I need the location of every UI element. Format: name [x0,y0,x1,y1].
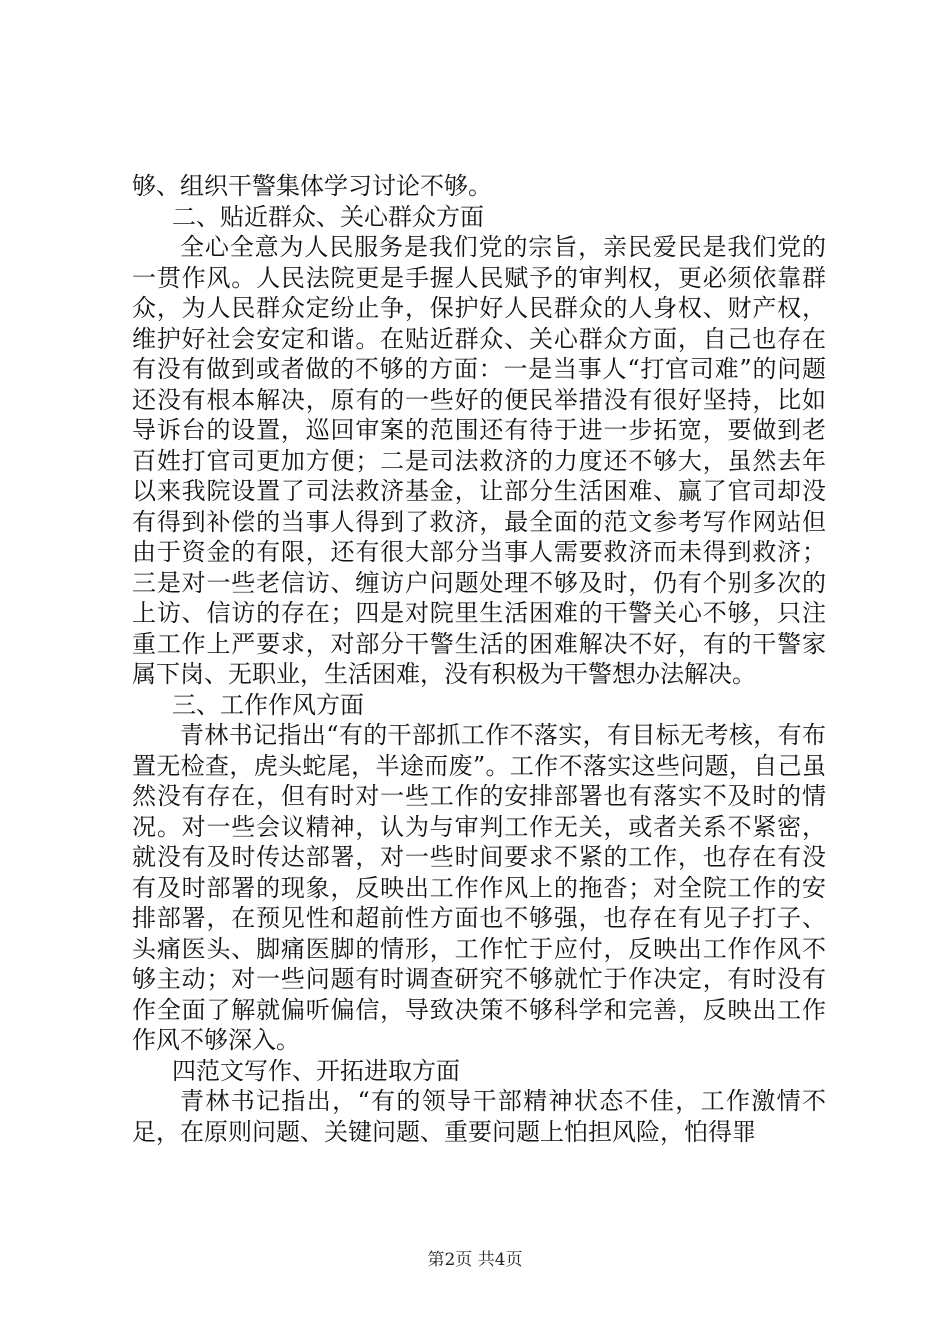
section-heading-4: 四范文写作、开拓进取方面 [172,1056,460,1085]
paragraph-continuation: 够、组织干警集体学习讨论不够。 [132,172,492,200]
section-heading-3: 三、工作作风方面 [172,690,364,719]
paragraph-section-3: 青林书记指出“有的干部抓工作不落实，有目标无考核，有布置无检查，虎头蛇尾，半途而废”。工作不落实这些问题，自己虽然没有存在，但有时对一些工作的安排部署也有落实不及时的情况。对一些会议精神，认为与审判工作无关，或者关系不紧密，就没有及时传达部署，对一些时间要求不紧的工作，也存在有没有及时部署的现象，反映出工作作风上的拖沓；对全院工作的安排部署，在预见性和超前性方面也不够强，也存在有见子打子、头痛医头、脚痛医脚的情形，工作忙于应付，反映出工作作风不够主动；对一些问题有时调查研究不够就忙于作决定，有时没有作全面了解就偏听偏信，导致决策不够科学和完善，反映出工作作风不够深入。 [132,721,826,1054]
document-body [132,171,826,1147]
page-footer: 第2页 共4页 [427,1250,523,1270]
section-heading-2: 二、贴近群众、关心群众方面 [172,202,484,231]
paragraph-section-4: 青林书记指出，“有的领导干部精神状态不佳，工作激情不足，在原则问题、关键问题、重要问题上怕担风险，怕得罪 [132,1087,826,1146]
paragraph-section-2: 全心全意为人民服务是我们党的宗旨，亲民爱民是我们党的一贯作风。人民法院更是手握人民赋予的审判权，更必须依靠群众，为人民群众定纷止争，保护好人民群众的人身权、财产权，维护好社会安定和谐。在贴近群众、关心群众方面，自己也存在有没有做到或者做的不够的方面：一是当事人“打官司难”的问题还没有根本解决，原有的一些好的便民举措没有很好坚持，比如导诉台的设置，巡回审案的范围还有待于进一步拓宽，要做到老百姓打官司更加方便；二是司法救济的力度还不够大，虽然去年以来我院设置了司法救济基金，让部分生活困难、赢了官司却没有得到补偿的当事人得到了救济，最全面的范文参考写作网站但由于资金的有限，还有很大部分当事人需要救济而未得到救济；三是对一些老信访、缠访户问题处理不够及时，仍有个别多次的上访、信访的存在；四是对院里生活困难的干警关心不够，只注重工作上严要求，对部分干警生活的困难解决不好，有的干警家属下岗、无职业，生活困难，没有积极为干警想办法解决。 [132,233,826,688]
